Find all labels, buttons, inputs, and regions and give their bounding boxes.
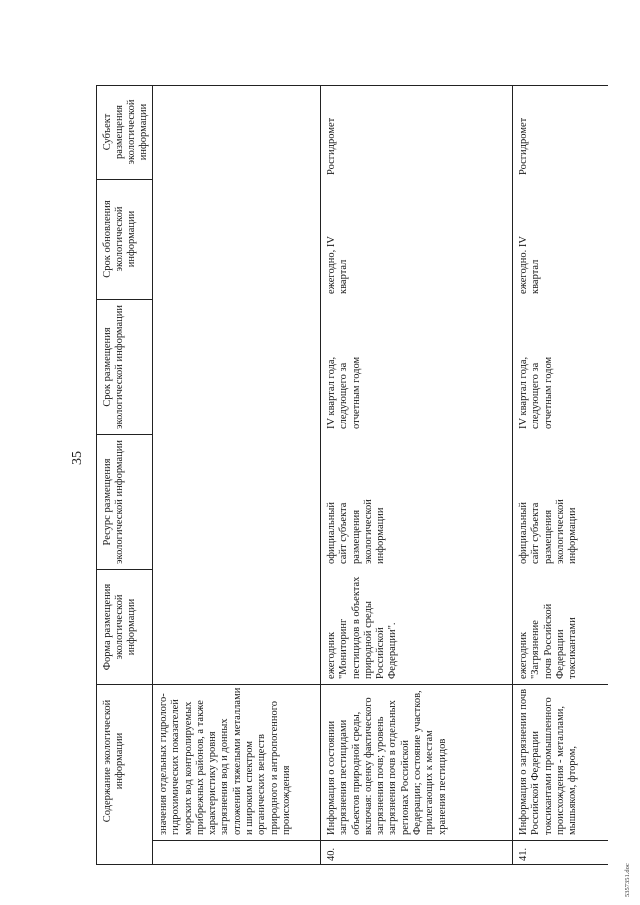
column-rule (96, 434, 152, 435)
header-form: Форма размещения экологической информации (102, 583, 137, 671)
row-period: IV квартал года, следующего за отчетным годом (326, 356, 362, 429)
row-number: 40. (326, 847, 337, 861)
row-update: ежегодно, IV квартал (326, 236, 350, 294)
table-rule-left (96, 864, 608, 865)
table-rule-right (96, 85, 608, 86)
row-rule (320, 85, 321, 865)
row-rule (512, 85, 513, 865)
header-resource: Ресурс размещения экологической информации (102, 439, 125, 564)
row-subject: Росгидромет (518, 117, 529, 175)
column-rule (96, 684, 608, 685)
environmental-info-table (96, 85, 608, 865)
column-rule (96, 569, 152, 570)
row-content: Информация о состоянии загрязнения пестицидами объектов природной среды, включая: оценку фактического загрязнения почв; уровень загрязнения почв в отдельных регионах Российской Федерации; состояние участков, прилегающих к местам хранения пестицидов (326, 690, 448, 835)
row-content: значения отдельных гидролого-гидрохимических показателей морских вод контролируемых прибрежных районов, а также характеристику уровня загрязнения вод и донных отложений тяжелыми металлами и широким спектром органических веществ природного и антропогенного происхождения (158, 687, 292, 835)
row-subject: Росгидромет (326, 117, 337, 175)
row-resource: официальный сайт субъекта размещения экологической информации (518, 499, 579, 564)
header-rule-bottom (152, 85, 153, 865)
page-number: 35 (70, 451, 85, 465)
table-rule-top (96, 85, 97, 865)
row-period: IV квартал года, следующего за отчетным годом (518, 356, 554, 429)
header-update: Срок обновления экологической информации (102, 200, 137, 278)
column-rule (96, 179, 152, 180)
header-period: Срок размещения экологической информации (102, 304, 125, 429)
column-rule (96, 299, 152, 300)
row-content: Информация о загрязнении почв Российской Федерации токсикантами промышленного происхождения - металлами, мышьяком, фтором, (518, 688, 579, 835)
document-id: 5357351.doc (624, 863, 631, 897)
row-update: ежегодно. IV квартал (518, 236, 542, 294)
row-number: 41. (518, 847, 529, 861)
header-content: Содержание экологической информации (102, 699, 125, 823)
row-form: ежегодник "Мониторинг пестицидов в объектах природной среды Российской Федерации". (326, 576, 399, 679)
row-resource: официальный сайт субъекта размещения экологической информации (326, 499, 387, 564)
header-subject: Субъект размещения экологической информации (102, 99, 149, 165)
number-column-rule (152, 840, 608, 841)
row-form: ежегодник "Загрязнение почв Российской Федерации токсикантами (518, 603, 579, 679)
